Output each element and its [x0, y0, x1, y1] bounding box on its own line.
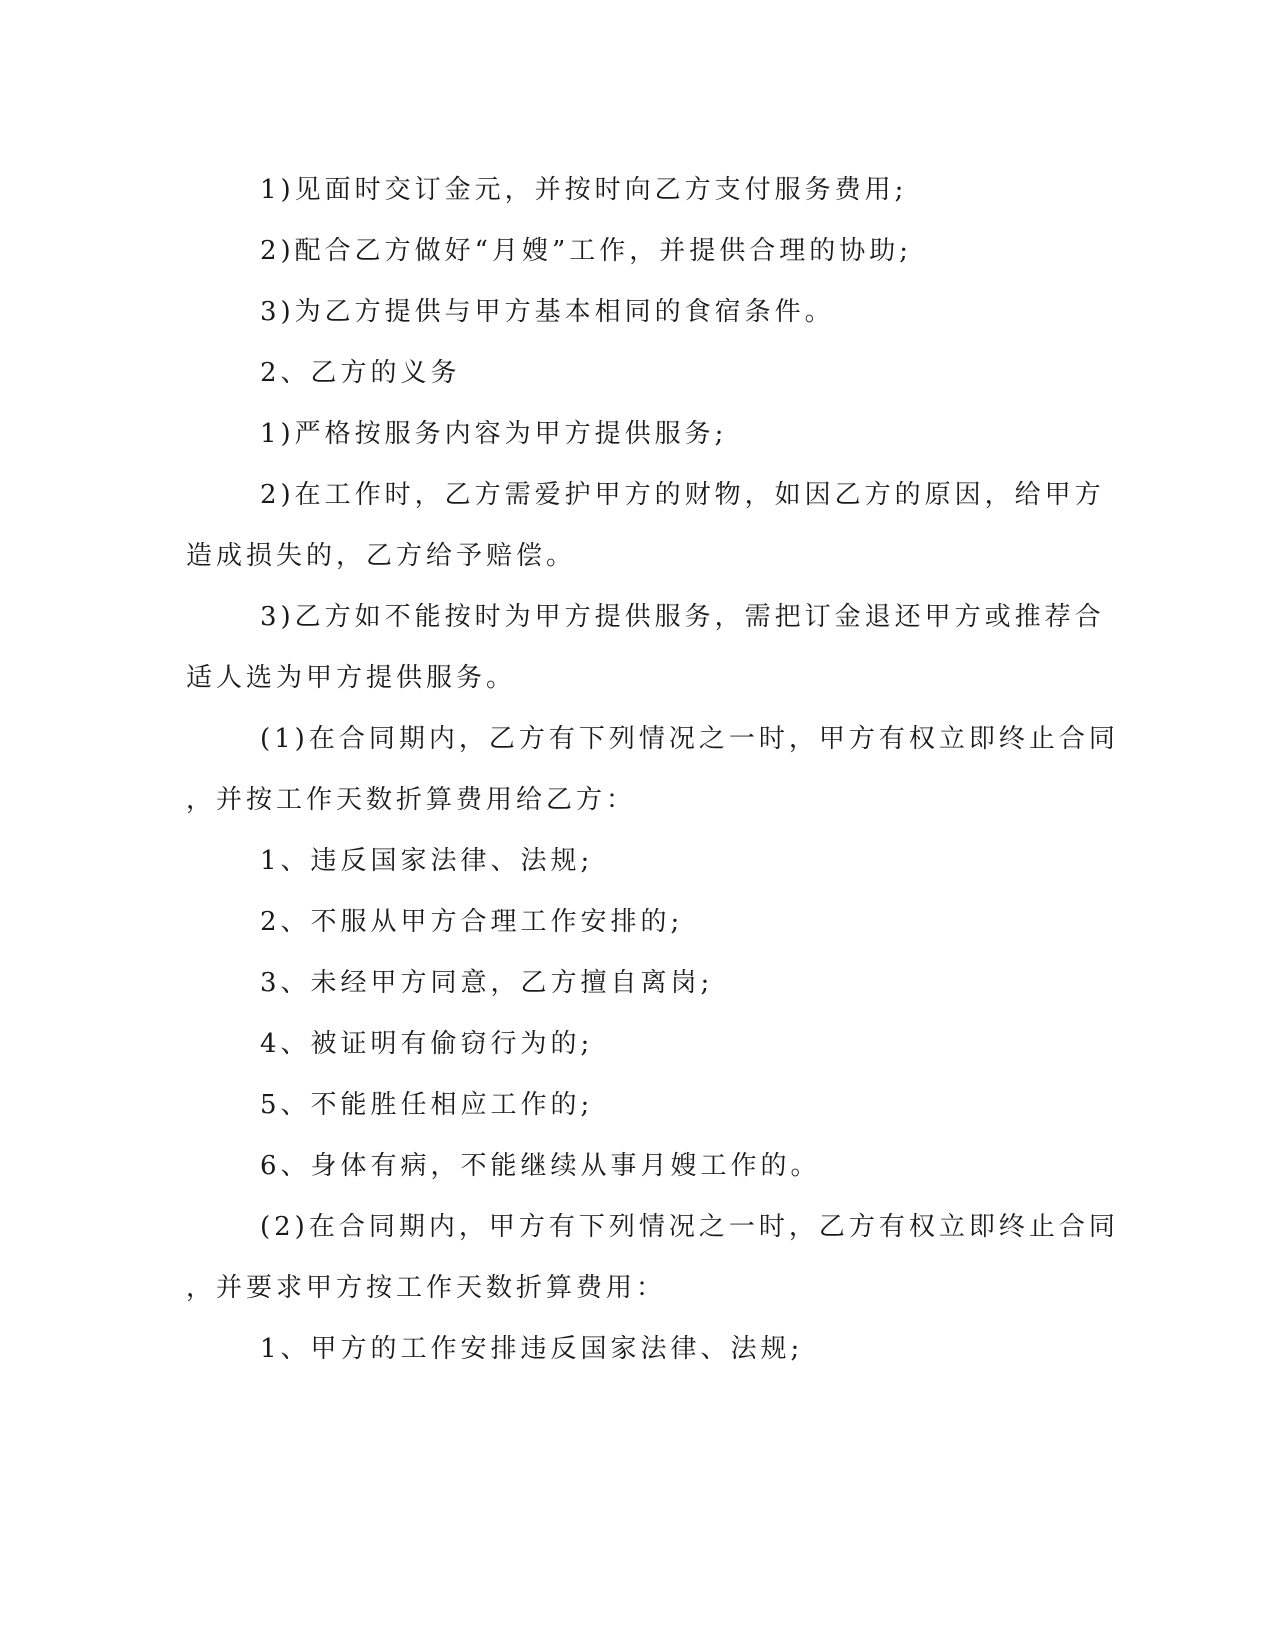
clause-party-b-refund-line1: 3)乙方如不能按时为甲方提供服务，需把订金退还甲方或推荐合: [260, 602, 1105, 632]
clause-party-b-property-line1: 2)在工作时，乙方需爱护甲方的财物，如因乙方的原因，给甲方: [260, 480, 1105, 510]
termination-reason-4: 4、被证明有偷窃行为的;: [260, 1029, 594, 1059]
termination-reason-2: 2、不服从甲方合理工作安排的;: [260, 907, 684, 937]
clause-party-b-service: 1)严格按服务内容为甲方提供服务;: [260, 419, 728, 449]
clause-party-a-lodging: 3)为乙方提供与甲方基本相同的食宿条件。: [260, 297, 835, 327]
termination-by-party-a-line1: (1)在合同期内，乙方有下列情况之一时，甲方有权立即终止合同: [260, 724, 1119, 754]
termination-reason-6: 6、身体有病，不能继续从事月嫂工作的。: [260, 1151, 821, 1181]
clause-party-a-cooperate: 2)配合乙方做好“月嫂”工作，并提供合理的协助;: [260, 236, 913, 266]
termination-by-party-b-line1: (2)在合同期内，甲方有下列情况之一时，乙方有权立即终止合同: [260, 1212, 1119, 1242]
section-heading-party-b-duties: 2、乙方的义务: [260, 358, 461, 388]
termination-by-party-a-line2: ，并按工作天数折算费用给乙方：: [186, 785, 637, 815]
termination-reason-3: 3、未经甲方同意，乙方擅自离岗;: [260, 968, 714, 998]
termination-reason-1: 1、违反国家法律、法规;: [260, 846, 594, 876]
termination-reason-5: 5、不能胜任相应工作的;: [260, 1090, 594, 1120]
termination-by-party-b-line2: ，并要求甲方按工作天数折算费用：: [186, 1273, 667, 1303]
clause-party-a-deposit: 1)见面时交订金元，并按时向乙方支付服务费用;: [260, 175, 908, 205]
party-b-termination-reason-1: 1、甲方的工作安排违反国家法律、法规;: [260, 1334, 804, 1364]
document-body: [186, 160, 1119, 1380]
clause-party-b-property-line2: 造成损失的，乙方给予赔偿。: [186, 541, 577, 571]
clause-party-b-refund-line2: 适人选为甲方提供服务。: [186, 663, 517, 693]
